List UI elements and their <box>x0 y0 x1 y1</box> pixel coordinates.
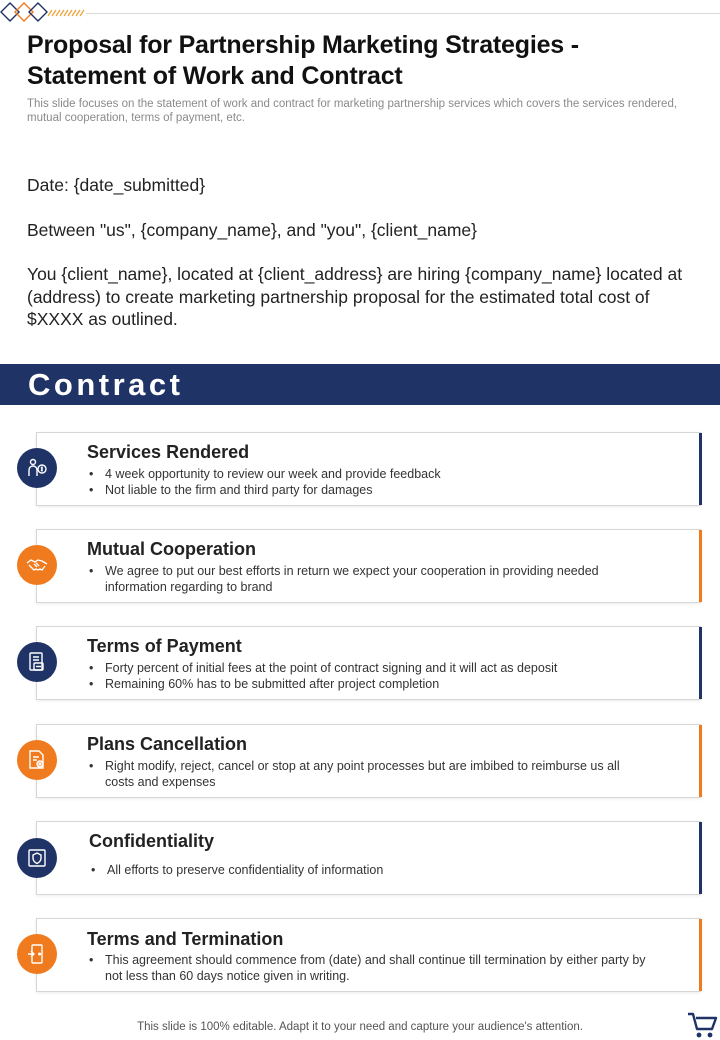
section-title: Services Rendered <box>87 442 250 462</box>
bullet-item: • Forty percent of initial fees at the point of contract signing and it will act as deposit <box>87 660 647 676</box>
section-confidentiality <box>36 821 701 895</box>
section-services-rendered <box>36 432 701 506</box>
section-mutual-cooperation <box>36 529 701 603</box>
hiring-line: You {client_name}, located at {client_address} are hiring {company_name} located at (address) to create marketing partnership proposal for the estimated total cost of $XXXX as outlined. <box>27 264 683 329</box>
bullet-item: • All efforts to preserve confidentiality of information <box>89 862 649 878</box>
bullet-item: • Right modify, reject, cancel or stop at any point processes but are imbibed to reimburse us all costs and expenses <box>87 758 647 790</box>
section-bullets <box>87 758 647 790</box>
bullet-item: • Remaining 60% has to be submitted after project completion <box>87 676 647 692</box>
section-title: Mutual Cooperation <box>87 539 256 559</box>
header-diamond-decoration <box>0 0 720 24</box>
card-accent-bar <box>699 822 702 894</box>
section-title: Confidentiality <box>89 831 214 851</box>
card-accent-bar <box>699 433 702 505</box>
secure-document-icon <box>17 838 57 878</box>
contract-banner-label: Contract <box>28 367 184 402</box>
document-cancel-icon <box>17 740 57 780</box>
section-bullets <box>87 466 647 498</box>
contract-banner <box>0 364 720 405</box>
section-bullets <box>87 563 647 595</box>
date-line: Date: {date_submitted} <box>27 175 206 195</box>
section-title: Terms of Payment <box>87 636 242 656</box>
handshake-icon <box>17 545 57 585</box>
page-title: Proposal for Partnership Marketing Strategies - Statement of Work and Contract <box>27 31 579 90</box>
card-accent-bar <box>699 530 702 602</box>
section-plans-cancellation <box>36 724 701 798</box>
person-dollar-icon <box>17 448 57 488</box>
bullet-item: • Not liable to the firm and third party for damages <box>87 482 647 498</box>
bullet-item: • This agreement should commence from (date) and shall continue till termination by either party by not less than 60 days notice given in writing. <box>87 952 647 984</box>
card-accent-bar <box>699 919 702 991</box>
section-terms-of-payment <box>36 626 701 700</box>
invoice-icon <box>17 642 57 682</box>
section-bullets <box>87 952 647 984</box>
section-title: Plans Cancellation <box>87 734 248 754</box>
shopping-cart-icon <box>686 1010 718 1040</box>
section-bullets <box>89 862 649 878</box>
card-accent-bar <box>699 627 702 699</box>
section-bullets <box>87 660 647 692</box>
section-title: Terms and Termination <box>87 929 284 949</box>
header-divider <box>86 13 720 14</box>
intro-block <box>27 174 697 353</box>
footer-note: This slide is 100% editable. Adapt it to your need and capture your audience's attention. <box>137 1021 583 1033</box>
exit-door-icon <box>17 934 57 974</box>
bullet-item: • We agree to put our best efforts in return we expect your cooperation in providing needed information regarding to brand <box>87 563 647 595</box>
section-terms-and-termination <box>36 918 701 992</box>
page-subtitle: This slide focuses on the statement of work and contract for marketing partnership services which covers the services rendered, mutual cooperation, terms of payment, etc. <box>27 98 678 124</box>
between-line: Between "us", {company_name}, and "you", {client_name} <box>27 219 478 240</box>
bullet-item: • 4 week opportunity to review our week and provide feedback <box>87 466 647 482</box>
card-accent-bar <box>699 725 702 797</box>
